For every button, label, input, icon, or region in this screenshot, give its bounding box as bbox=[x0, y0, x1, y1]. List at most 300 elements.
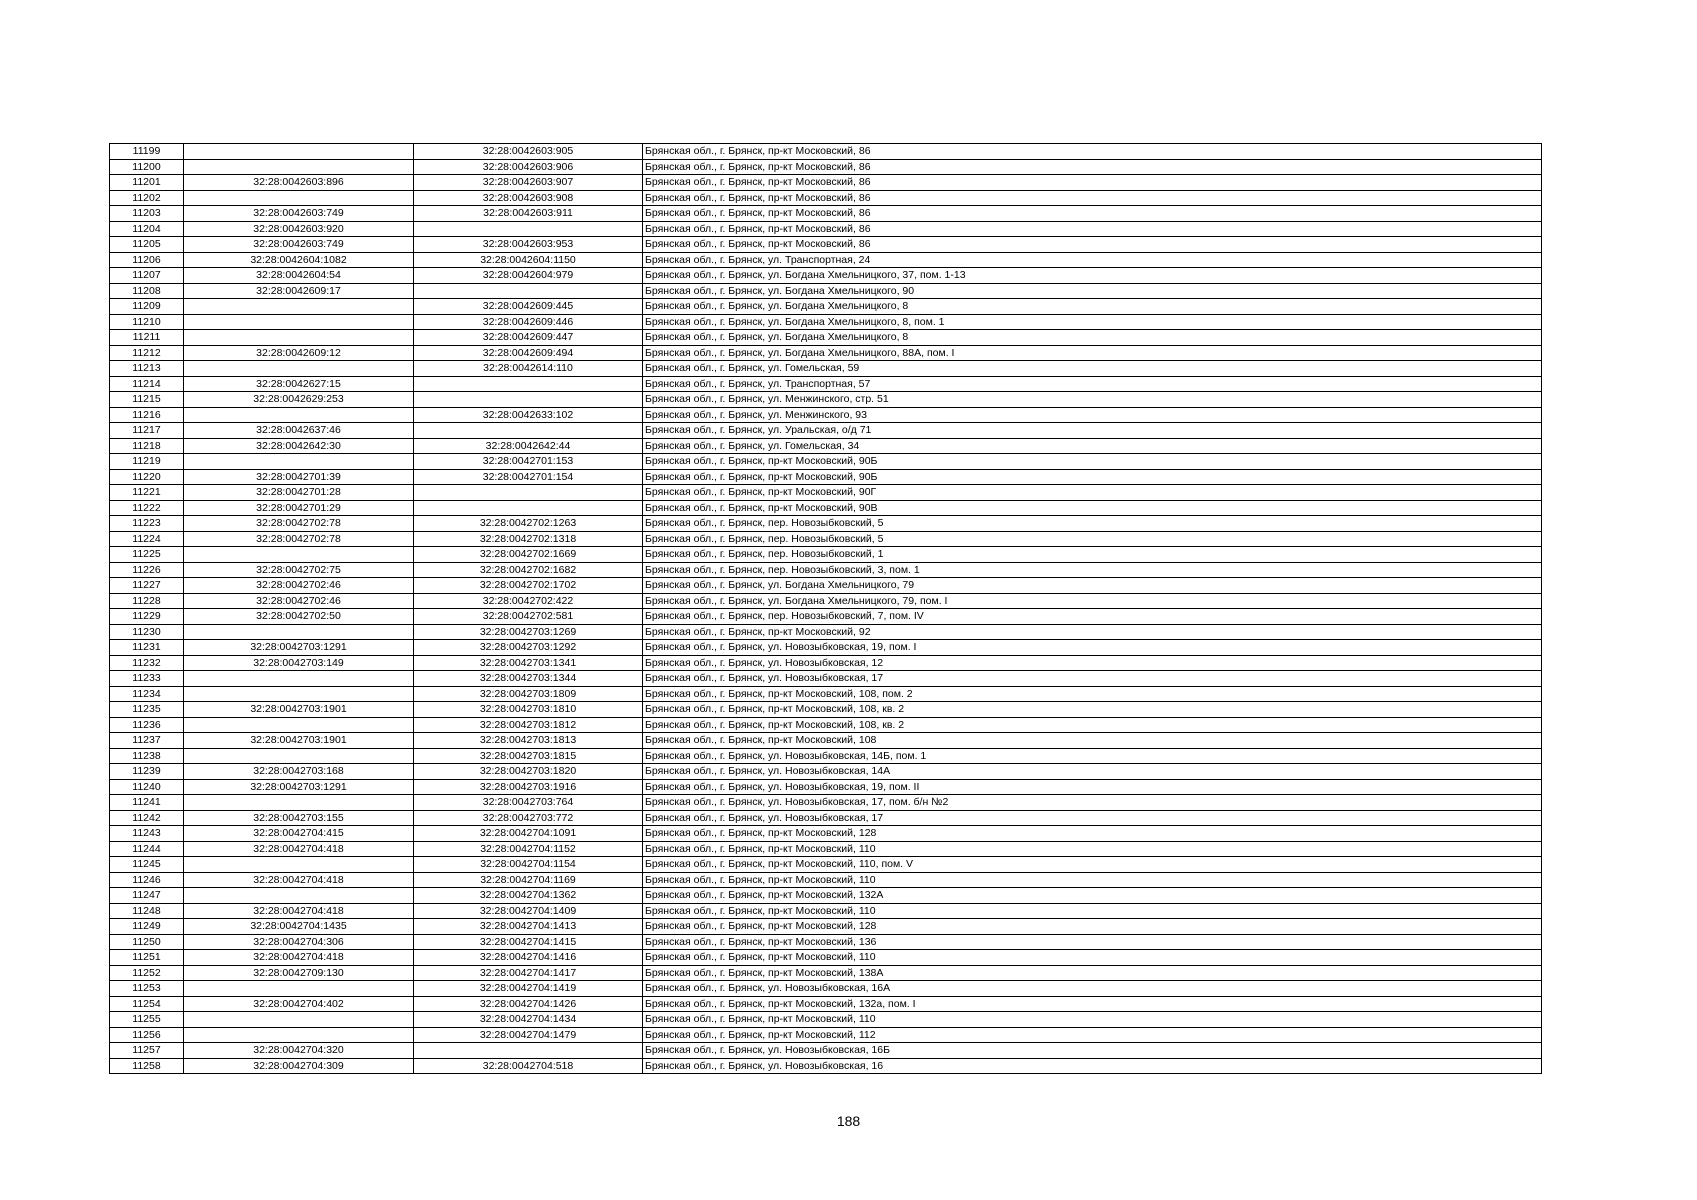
address-cell: Брянская обл., г. Брянск, ул. Гомельская, 59 bbox=[643, 361, 1542, 377]
old-cadastral-number-cell: 32:28:0042704:415 bbox=[184, 826, 414, 842]
new-cadastral-number-cell: 32:28:0042702:422 bbox=[414, 593, 643, 609]
new-cadastral-number-cell: 32:28:0042633:102 bbox=[414, 407, 643, 423]
row-number-cell: 11200 bbox=[110, 159, 184, 175]
table-row bbox=[110, 857, 1542, 873]
table-row bbox=[110, 1012, 1542, 1028]
table-row bbox=[110, 624, 1542, 640]
address-cell: Брянская обл., г. Брянск, ул. Новозыбковская, 16Б bbox=[643, 1043, 1542, 1059]
old-cadastral-number-cell bbox=[184, 717, 414, 733]
new-cadastral-number-cell: 32:28:0042703:1916 bbox=[414, 779, 643, 795]
new-cadastral-number-cell: 32:28:0042603:907 bbox=[414, 175, 643, 191]
new-cadastral-number-cell: 32:28:0042609:445 bbox=[414, 299, 643, 315]
table-row bbox=[110, 516, 1542, 532]
old-cadastral-number-cell bbox=[184, 981, 414, 997]
row-number-cell: 11222 bbox=[110, 500, 184, 516]
row-number-cell: 11212 bbox=[110, 345, 184, 361]
new-cadastral-number-cell: 32:28:0042603:906 bbox=[414, 159, 643, 175]
address-cell: Брянская обл., г. Брянск, ул. Новозыбковская, 17 bbox=[643, 671, 1542, 687]
old-cadastral-number-cell: 32:28:0042702:78 bbox=[184, 516, 414, 532]
row-number-cell: 11236 bbox=[110, 717, 184, 733]
old-cadastral-number-cell: 32:28:0042702:75 bbox=[184, 562, 414, 578]
old-cadastral-number-cell: 32:28:0042701:39 bbox=[184, 469, 414, 485]
old-cadastral-number-cell bbox=[184, 330, 414, 346]
table-row bbox=[110, 438, 1542, 454]
new-cadastral-number-cell: 32:28:0042704:1409 bbox=[414, 903, 643, 919]
table-row bbox=[110, 175, 1542, 191]
old-cadastral-number-cell: 32:28:0042703:149 bbox=[184, 655, 414, 671]
address-cell: Брянская обл., г. Брянск, пр-кт Московский, 86 bbox=[643, 237, 1542, 253]
address-cell: Брянская обл., г. Брянск, ул. Новозыбковская, 12 bbox=[643, 655, 1542, 671]
old-cadastral-number-cell: 32:28:0042704:320 bbox=[184, 1043, 414, 1059]
address-cell: Брянская обл., г. Брянск, ул. Богдана Хмельницкого, 8, пом. 1 bbox=[643, 314, 1542, 330]
old-cadastral-number-cell: 32:28:0042703:155 bbox=[184, 810, 414, 826]
table-row bbox=[110, 469, 1542, 485]
old-cadastral-number-cell bbox=[184, 190, 414, 206]
row-number-cell: 11226 bbox=[110, 562, 184, 578]
address-cell: Брянская обл., г. Брянск, ул. Богдана Хмельницкого, 88А, пом. I bbox=[643, 345, 1542, 361]
address-cell: Брянская обл., г. Брянск, пр-кт Московский, 128 bbox=[643, 919, 1542, 935]
table-row bbox=[110, 454, 1542, 470]
new-cadastral-number-cell bbox=[414, 392, 643, 408]
row-number-cell: 11248 bbox=[110, 903, 184, 919]
row-number-cell: 11219 bbox=[110, 454, 184, 470]
row-number-cell: 11209 bbox=[110, 299, 184, 315]
address-cell: Брянская обл., г. Брянск, пр-кт Московский, 110, пом. V bbox=[643, 857, 1542, 873]
page-number: 188 bbox=[836, 1113, 861, 1129]
new-cadastral-number-cell: 32:28:0042609:447 bbox=[414, 330, 643, 346]
row-number-cell: 11237 bbox=[110, 733, 184, 749]
old-cadastral-number-cell bbox=[184, 547, 414, 563]
table-row bbox=[110, 655, 1542, 671]
row-number-cell: 11201 bbox=[110, 175, 184, 191]
row-number-cell: 11220 bbox=[110, 469, 184, 485]
old-cadastral-number-cell: 32:28:0042702:78 bbox=[184, 531, 414, 547]
row-number-cell: 11234 bbox=[110, 686, 184, 702]
row-number-cell: 11227 bbox=[110, 578, 184, 594]
address-cell: Брянская обл., г. Брянск, ул. Новозыбковская, 19, пом. I bbox=[643, 640, 1542, 656]
address-cell: Брянская обл., г. Брянск, ул. Богдана Хмельницкого, 8 bbox=[643, 299, 1542, 315]
row-number-cell: 11245 bbox=[110, 857, 184, 873]
table-row bbox=[110, 841, 1542, 857]
row-number-cell: 11252 bbox=[110, 965, 184, 981]
table-row bbox=[110, 1058, 1542, 1074]
old-cadastral-number-cell: 32:28:0042704:418 bbox=[184, 872, 414, 888]
new-cadastral-number-cell: 32:28:0042704:1091 bbox=[414, 826, 643, 842]
old-cadastral-number-cell: 32:28:0042702:46 bbox=[184, 578, 414, 594]
row-number-cell: 11251 bbox=[110, 950, 184, 966]
table-row bbox=[110, 919, 1542, 935]
table-row bbox=[110, 562, 1542, 578]
row-number-cell: 11255 bbox=[110, 1012, 184, 1028]
address-cell: Брянская обл., г. Брянск, ул. Богдана Хмельницкого, 8 bbox=[643, 330, 1542, 346]
address-cell: Брянская обл., г. Брянск, пр-кт Московский, 138А bbox=[643, 965, 1542, 981]
old-cadastral-number-cell: 32:28:0042703:1291 bbox=[184, 640, 414, 656]
row-number-cell: 11235 bbox=[110, 702, 184, 718]
address-cell: Брянская обл., г. Брянск, пр-кт Московский, 132А bbox=[643, 888, 1542, 904]
row-number-cell: 11214 bbox=[110, 376, 184, 392]
new-cadastral-number-cell bbox=[414, 500, 643, 516]
table-row bbox=[110, 190, 1542, 206]
row-number-cell: 11213 bbox=[110, 361, 184, 377]
new-cadastral-number-cell: 32:28:0042702:1702 bbox=[414, 578, 643, 594]
old-cadastral-number-cell: 32:28:0042704:418 bbox=[184, 903, 414, 919]
old-cadastral-number-cell bbox=[184, 748, 414, 764]
new-cadastral-number-cell bbox=[414, 283, 643, 299]
address-cell: Брянская обл., г. Брянск, пр-кт Московский, 108 bbox=[643, 733, 1542, 749]
new-cadastral-number-cell: 32:28:0042609:494 bbox=[414, 345, 643, 361]
new-cadastral-number-cell: 32:28:0042704:1419 bbox=[414, 981, 643, 997]
address-cell: Брянская обл., г. Брянск, пр-кт Московский, 110 bbox=[643, 872, 1542, 888]
row-number-cell: 11253 bbox=[110, 981, 184, 997]
table-row bbox=[110, 965, 1542, 981]
new-cadastral-number-cell: 32:28:0042704:1426 bbox=[414, 996, 643, 1012]
old-cadastral-number-cell: 32:28:0042703:1901 bbox=[184, 702, 414, 718]
new-cadastral-number-cell: 32:28:0042603:953 bbox=[414, 237, 643, 253]
old-cadastral-number-cell: 32:28:0042709:130 bbox=[184, 965, 414, 981]
address-cell: Брянская обл., г. Брянск, пр-кт Московский, 108, пом. 2 bbox=[643, 686, 1542, 702]
table-row bbox=[110, 810, 1542, 826]
new-cadastral-number-cell: 32:28:0042704:1416 bbox=[414, 950, 643, 966]
address-cell: Брянская обл., г. Брянск, пр-кт Московский, 90Б bbox=[643, 454, 1542, 470]
address-cell: Брянская обл., г. Брянск, пр-кт Московский, 86 bbox=[643, 221, 1542, 237]
address-cell: Брянская обл., г. Брянск, пр-кт Московский, 132а, пом. I bbox=[643, 996, 1542, 1012]
row-number-cell: 11208 bbox=[110, 283, 184, 299]
table-row bbox=[110, 981, 1542, 997]
new-cadastral-number-cell: 32:28:0042704:1417 bbox=[414, 965, 643, 981]
table-row bbox=[110, 1043, 1542, 1059]
old-cadastral-number-cell: 32:28:0042704:309 bbox=[184, 1058, 414, 1074]
old-cadastral-number-cell: 32:28:0042704:418 bbox=[184, 950, 414, 966]
address-cell: Брянская обл., г. Брянск, пр-кт Московский, 108, кв. 2 bbox=[643, 702, 1542, 718]
table-row bbox=[110, 407, 1542, 423]
old-cadastral-number-cell bbox=[184, 795, 414, 811]
table-row bbox=[110, 872, 1542, 888]
row-number-cell: 11202 bbox=[110, 190, 184, 206]
new-cadastral-number-cell: 32:28:0042704:1169 bbox=[414, 872, 643, 888]
table-row bbox=[110, 206, 1542, 222]
table-row bbox=[110, 345, 1542, 361]
table-row bbox=[110, 578, 1542, 594]
address-cell: Брянская обл., г. Брянск, ул. Новозыбковская, 17 bbox=[643, 810, 1542, 826]
row-number-cell: 11240 bbox=[110, 779, 184, 795]
old-cadastral-number-cell: 32:28:0042627:15 bbox=[184, 376, 414, 392]
address-cell: Брянская обл., г. Брянск, пр-кт Московский, 112 bbox=[643, 1027, 1542, 1043]
row-number-cell: 11244 bbox=[110, 841, 184, 857]
old-cadastral-number-cell bbox=[184, 686, 414, 702]
old-cadastral-number-cell: 32:28:0042603:749 bbox=[184, 206, 414, 222]
table-row bbox=[110, 671, 1542, 687]
table-row bbox=[110, 702, 1542, 718]
row-number-cell: 11233 bbox=[110, 671, 184, 687]
old-cadastral-number-cell: 32:28:0042604:1082 bbox=[184, 252, 414, 268]
table-row bbox=[110, 903, 1542, 919]
address-cell: Брянская обл., г. Брянск, пер. Новозыбковский, 1 bbox=[643, 547, 1542, 563]
row-number-cell: 11256 bbox=[110, 1027, 184, 1043]
old-cadastral-number-cell bbox=[184, 624, 414, 640]
row-number-cell: 11228 bbox=[110, 593, 184, 609]
old-cadastral-number-cell: 32:28:0042642:30 bbox=[184, 438, 414, 454]
table-row bbox=[110, 376, 1542, 392]
address-cell: Брянская обл., г. Брянск, пр-кт Московский, 86 bbox=[643, 206, 1542, 222]
address-cell: Брянская обл., г. Брянск, пр-кт Московский, 110 bbox=[643, 1012, 1542, 1028]
table-row bbox=[110, 531, 1542, 547]
new-cadastral-number-cell: 32:28:0042703:764 bbox=[414, 795, 643, 811]
table-row bbox=[110, 423, 1542, 439]
row-number-cell: 11257 bbox=[110, 1043, 184, 1059]
new-cadastral-number-cell: 32:28:0042603:911 bbox=[414, 206, 643, 222]
address-cell: Брянская обл., г. Брянск, ул. Богдана Хмельницкого, 79, пом. I bbox=[643, 593, 1542, 609]
row-number-cell: 11243 bbox=[110, 826, 184, 842]
row-number-cell: 11216 bbox=[110, 407, 184, 423]
new-cadastral-number-cell: 32:28:0042703:1813 bbox=[414, 733, 643, 749]
address-cell: Брянская обл., г. Брянск, пр-кт Московский, 110 bbox=[643, 841, 1542, 857]
row-number-cell: 11250 bbox=[110, 934, 184, 950]
address-cell: Брянская обл., г. Брянск, пр-кт Московский, 90Б bbox=[643, 469, 1542, 485]
old-cadastral-number-cell: 32:28:0042701:28 bbox=[184, 485, 414, 501]
address-cell: Брянская обл., г. Брянск, ул. Новозыбковская, 16 bbox=[643, 1058, 1542, 1074]
row-number-cell: 11215 bbox=[110, 392, 184, 408]
row-number-cell: 11258 bbox=[110, 1058, 184, 1074]
address-cell: Брянская обл., г. Брянск, пр-кт Московский, 90В bbox=[643, 500, 1542, 516]
row-number-cell: 11224 bbox=[110, 531, 184, 547]
row-number-cell: 11247 bbox=[110, 888, 184, 904]
row-number-cell: 11238 bbox=[110, 748, 184, 764]
row-number-cell: 11217 bbox=[110, 423, 184, 439]
old-cadastral-number-cell bbox=[184, 454, 414, 470]
row-number-cell: 11231 bbox=[110, 640, 184, 656]
new-cadastral-number-cell: 32:28:0042701:154 bbox=[414, 469, 643, 485]
address-cell: Брянская обл., г. Брянск, ул. Богдана Хмельницкого, 79 bbox=[643, 578, 1542, 594]
address-cell: Брянская обл., г. Брянск, ул. Богдана Хмельницкого, 37, пом. 1-13 bbox=[643, 268, 1542, 284]
row-number-cell: 11221 bbox=[110, 485, 184, 501]
old-cadastral-number-cell bbox=[184, 671, 414, 687]
address-cell: Брянская обл., г. Брянск, ул. Новозыбковская, 14Б, пом. 1 bbox=[643, 748, 1542, 764]
old-cadastral-number-cell: 32:28:0042603:749 bbox=[184, 237, 414, 253]
old-cadastral-number-cell: 32:28:0042702:50 bbox=[184, 609, 414, 625]
old-cadastral-number-cell: 32:28:0042704:418 bbox=[184, 841, 414, 857]
new-cadastral-number-cell bbox=[414, 376, 643, 392]
table-row bbox=[110, 996, 1542, 1012]
new-cadastral-number-cell: 32:28:0042704:1479 bbox=[414, 1027, 643, 1043]
table-row bbox=[110, 500, 1542, 516]
table-row bbox=[110, 934, 1542, 950]
old-cadastral-number-cell bbox=[184, 1012, 414, 1028]
row-number-cell: 11205 bbox=[110, 237, 184, 253]
table-row bbox=[110, 748, 1542, 764]
new-cadastral-number-cell: 32:28:0042702:581 bbox=[414, 609, 643, 625]
table-row bbox=[110, 1027, 1542, 1043]
table-row bbox=[110, 686, 1542, 702]
new-cadastral-number-cell: 32:28:0042703:1292 bbox=[414, 640, 643, 656]
new-cadastral-number-cell: 32:28:0042642:44 bbox=[414, 438, 643, 454]
row-number-cell: 11232 bbox=[110, 655, 184, 671]
old-cadastral-number-cell: 32:28:0042629:253 bbox=[184, 392, 414, 408]
address-cell: Брянская обл., г. Брянск, пр-кт Московский, 86 bbox=[643, 159, 1542, 175]
row-number-cell: 11199 bbox=[110, 144, 184, 160]
table-row bbox=[110, 547, 1542, 563]
row-number-cell: 11218 bbox=[110, 438, 184, 454]
address-cell: Брянская обл., г. Брянск, пр-кт Московский, 86 bbox=[643, 190, 1542, 206]
new-cadastral-number-cell: 32:28:0042703:1812 bbox=[414, 717, 643, 733]
old-cadastral-number-cell: 32:28:0042704:402 bbox=[184, 996, 414, 1012]
table-row bbox=[110, 779, 1542, 795]
register-table-body bbox=[110, 144, 1542, 1074]
table-row bbox=[110, 795, 1542, 811]
new-cadastral-number-cell: 32:28:0042604:979 bbox=[414, 268, 643, 284]
new-cadastral-number-cell bbox=[414, 221, 643, 237]
table-row bbox=[110, 392, 1542, 408]
row-number-cell: 11242 bbox=[110, 810, 184, 826]
new-cadastral-number-cell: 32:28:0042702:1263 bbox=[414, 516, 643, 532]
address-cell: Брянская обл., г. Брянск, пр-кт Московский, 136 bbox=[643, 934, 1542, 950]
old-cadastral-number-cell bbox=[184, 407, 414, 423]
row-number-cell: 11229 bbox=[110, 609, 184, 625]
old-cadastral-number-cell bbox=[184, 888, 414, 904]
table-row bbox=[110, 593, 1542, 609]
new-cadastral-number-cell: 32:28:0042609:446 bbox=[414, 314, 643, 330]
row-number-cell: 11204 bbox=[110, 221, 184, 237]
old-cadastral-number-cell: 32:28:0042701:29 bbox=[184, 500, 414, 516]
row-number-cell: 11230 bbox=[110, 624, 184, 640]
address-cell: Брянская обл., г. Брянск, пр-кт Московский, 86 bbox=[643, 144, 1542, 160]
new-cadastral-number-cell: 32:28:0042703:1820 bbox=[414, 764, 643, 780]
address-cell: Брянская обл., г. Брянск, пер. Новозыбковский, 5 bbox=[643, 516, 1542, 532]
address-cell: Брянская обл., г. Брянск, пр-кт Московский, 92 bbox=[643, 624, 1542, 640]
table-row bbox=[110, 640, 1542, 656]
address-cell: Брянская обл., г. Брянск, ул. Новозыбковская, 16А bbox=[643, 981, 1542, 997]
address-cell: Брянская обл., г. Брянск, пр-кт Московский, 86 bbox=[643, 175, 1542, 191]
address-cell: Брянская обл., г. Брянск, пер. Новозыбковский, 3, пом. 1 bbox=[643, 562, 1542, 578]
address-cell: Брянская обл., г. Брянск, ул. Уральская, о/д 71 bbox=[643, 423, 1542, 439]
new-cadastral-number-cell bbox=[414, 485, 643, 501]
new-cadastral-number-cell: 32:28:0042703:1269 bbox=[414, 624, 643, 640]
table-row bbox=[110, 609, 1542, 625]
address-cell: Брянская обл., г. Брянск, пр-кт Московский, 128 bbox=[643, 826, 1542, 842]
table-row bbox=[110, 733, 1542, 749]
row-number-cell: 11203 bbox=[110, 206, 184, 222]
row-number-cell: 11241 bbox=[110, 795, 184, 811]
address-cell: Брянская обл., г. Брянск, ул. Менжинского, стр. 51 bbox=[643, 392, 1542, 408]
new-cadastral-number-cell: 32:28:0042703:1810 bbox=[414, 702, 643, 718]
table-row bbox=[110, 361, 1542, 377]
old-cadastral-number-cell: 32:28:0042703:1291 bbox=[184, 779, 414, 795]
old-cadastral-number-cell: 32:28:0042603:920 bbox=[184, 221, 414, 237]
old-cadastral-number-cell bbox=[184, 299, 414, 315]
row-number-cell: 11211 bbox=[110, 330, 184, 346]
new-cadastral-number-cell: 32:28:0042703:1809 bbox=[414, 686, 643, 702]
old-cadastral-number-cell: 32:28:0042702:46 bbox=[184, 593, 414, 609]
row-number-cell: 11239 bbox=[110, 764, 184, 780]
new-cadastral-number-cell bbox=[414, 423, 643, 439]
new-cadastral-number-cell: 32:28:0042603:905 bbox=[414, 144, 643, 160]
old-cadastral-number-cell bbox=[184, 1027, 414, 1043]
address-cell: Брянская обл., г. Брянск, пер. Новозыбковский, 5 bbox=[643, 531, 1542, 547]
row-number-cell: 11225 bbox=[110, 547, 184, 563]
new-cadastral-number-cell: 32:28:0042604:1150 bbox=[414, 252, 643, 268]
new-cadastral-number-cell: 32:28:0042702:1682 bbox=[414, 562, 643, 578]
old-cadastral-number-cell: 32:28:0042637:46 bbox=[184, 423, 414, 439]
table-row bbox=[110, 252, 1542, 268]
table-row bbox=[110, 717, 1542, 733]
row-number-cell: 11207 bbox=[110, 268, 184, 284]
row-number-cell: 11206 bbox=[110, 252, 184, 268]
address-cell: Брянская обл., г. Брянск, ул. Новозыбковская, 14А bbox=[643, 764, 1542, 780]
old-cadastral-number-cell: 32:28:0042704:306 bbox=[184, 934, 414, 950]
new-cadastral-number-cell: 32:28:0042703:1344 bbox=[414, 671, 643, 687]
new-cadastral-number-cell: 32:28:0042704:1413 bbox=[414, 919, 643, 935]
table-row bbox=[110, 485, 1542, 501]
table-row bbox=[110, 950, 1542, 966]
new-cadastral-number-cell: 32:28:0042704:1362 bbox=[414, 888, 643, 904]
old-cadastral-number-cell bbox=[184, 361, 414, 377]
table-row bbox=[110, 144, 1542, 160]
new-cadastral-number-cell: 32:28:0042704:1434 bbox=[414, 1012, 643, 1028]
address-cell: Брянская обл., г. Брянск, ул. Богдана Хмельницкого, 90 bbox=[643, 283, 1542, 299]
row-number-cell: 11249 bbox=[110, 919, 184, 935]
address-cell: Брянская обл., г. Брянск, ул. Транспортная, 24 bbox=[643, 252, 1542, 268]
row-number-cell: 11210 bbox=[110, 314, 184, 330]
table-row bbox=[110, 221, 1542, 237]
old-cadastral-number-cell: 32:28:0042703:168 bbox=[184, 764, 414, 780]
row-number-cell: 11246 bbox=[110, 872, 184, 888]
row-number-cell: 11254 bbox=[110, 996, 184, 1012]
old-cadastral-number-cell: 32:28:0042609:12 bbox=[184, 345, 414, 361]
new-cadastral-number-cell bbox=[414, 1043, 643, 1059]
table-row bbox=[110, 314, 1542, 330]
table-row bbox=[110, 237, 1542, 253]
old-cadastral-number-cell: 32:28:0042703:1901 bbox=[184, 733, 414, 749]
old-cadastral-number-cell bbox=[184, 314, 414, 330]
table-row bbox=[110, 888, 1542, 904]
address-cell: Брянская обл., г. Брянск, пр-кт Московский, 110 bbox=[643, 903, 1542, 919]
old-cadastral-number-cell bbox=[184, 144, 414, 160]
register-table bbox=[109, 143, 1542, 1074]
new-cadastral-number-cell: 32:28:0042704:1415 bbox=[414, 934, 643, 950]
address-cell: Брянская обл., г. Брянск, пр-кт Московский, 90Г bbox=[643, 485, 1542, 501]
old-cadastral-number-cell: 32:28:0042604:54 bbox=[184, 268, 414, 284]
old-cadastral-number-cell bbox=[184, 159, 414, 175]
table-row bbox=[110, 764, 1542, 780]
address-cell: Брянская обл., г. Брянск, пр-кт Московский, 110 bbox=[643, 950, 1542, 966]
address-cell: Брянская обл., г. Брянск, пр-кт Московский, 108, кв. 2 bbox=[643, 717, 1542, 733]
new-cadastral-number-cell: 32:28:0042703:1341 bbox=[414, 655, 643, 671]
new-cadastral-number-cell: 32:28:0042703:772 bbox=[414, 810, 643, 826]
table-row bbox=[110, 299, 1542, 315]
new-cadastral-number-cell: 32:28:0042701:153 bbox=[414, 454, 643, 470]
old-cadastral-number-cell: 32:28:0042704:1435 bbox=[184, 919, 414, 935]
old-cadastral-number-cell: 32:28:0042609:17 bbox=[184, 283, 414, 299]
table-row bbox=[110, 826, 1542, 842]
table-row bbox=[110, 330, 1542, 346]
address-cell: Брянская обл., г. Брянск, ул. Новозыбковская, 19, пом. II bbox=[643, 779, 1542, 795]
address-cell: Брянская обл., г. Брянск, ул. Новозыбковская, 17, пом. б/н №2 bbox=[643, 795, 1542, 811]
new-cadastral-number-cell: 32:28:0042704:518 bbox=[414, 1058, 643, 1074]
new-cadastral-number-cell: 32:28:0042704:1152 bbox=[414, 841, 643, 857]
table-row bbox=[110, 283, 1542, 299]
new-cadastral-number-cell: 32:28:0042702:1669 bbox=[414, 547, 643, 563]
table-row bbox=[110, 159, 1542, 175]
address-cell: Брянская обл., г. Брянск, ул. Менжинского, 93 bbox=[643, 407, 1542, 423]
new-cadastral-number-cell: 32:28:0042603:908 bbox=[414, 190, 643, 206]
new-cadastral-number-cell: 32:28:0042704:1154 bbox=[414, 857, 643, 873]
table-row bbox=[110, 268, 1542, 284]
new-cadastral-number-cell: 32:28:0042614:110 bbox=[414, 361, 643, 377]
old-cadastral-number-cell bbox=[184, 857, 414, 873]
row-number-cell: 11223 bbox=[110, 516, 184, 532]
old-cadastral-number-cell: 32:28:0042603:896 bbox=[184, 175, 414, 191]
address-cell: Брянская обл., г. Брянск, ул. Транспортная, 57 bbox=[643, 376, 1542, 392]
address-cell: Брянская обл., г. Брянск, ул. Гомельская, 34 bbox=[643, 438, 1542, 454]
